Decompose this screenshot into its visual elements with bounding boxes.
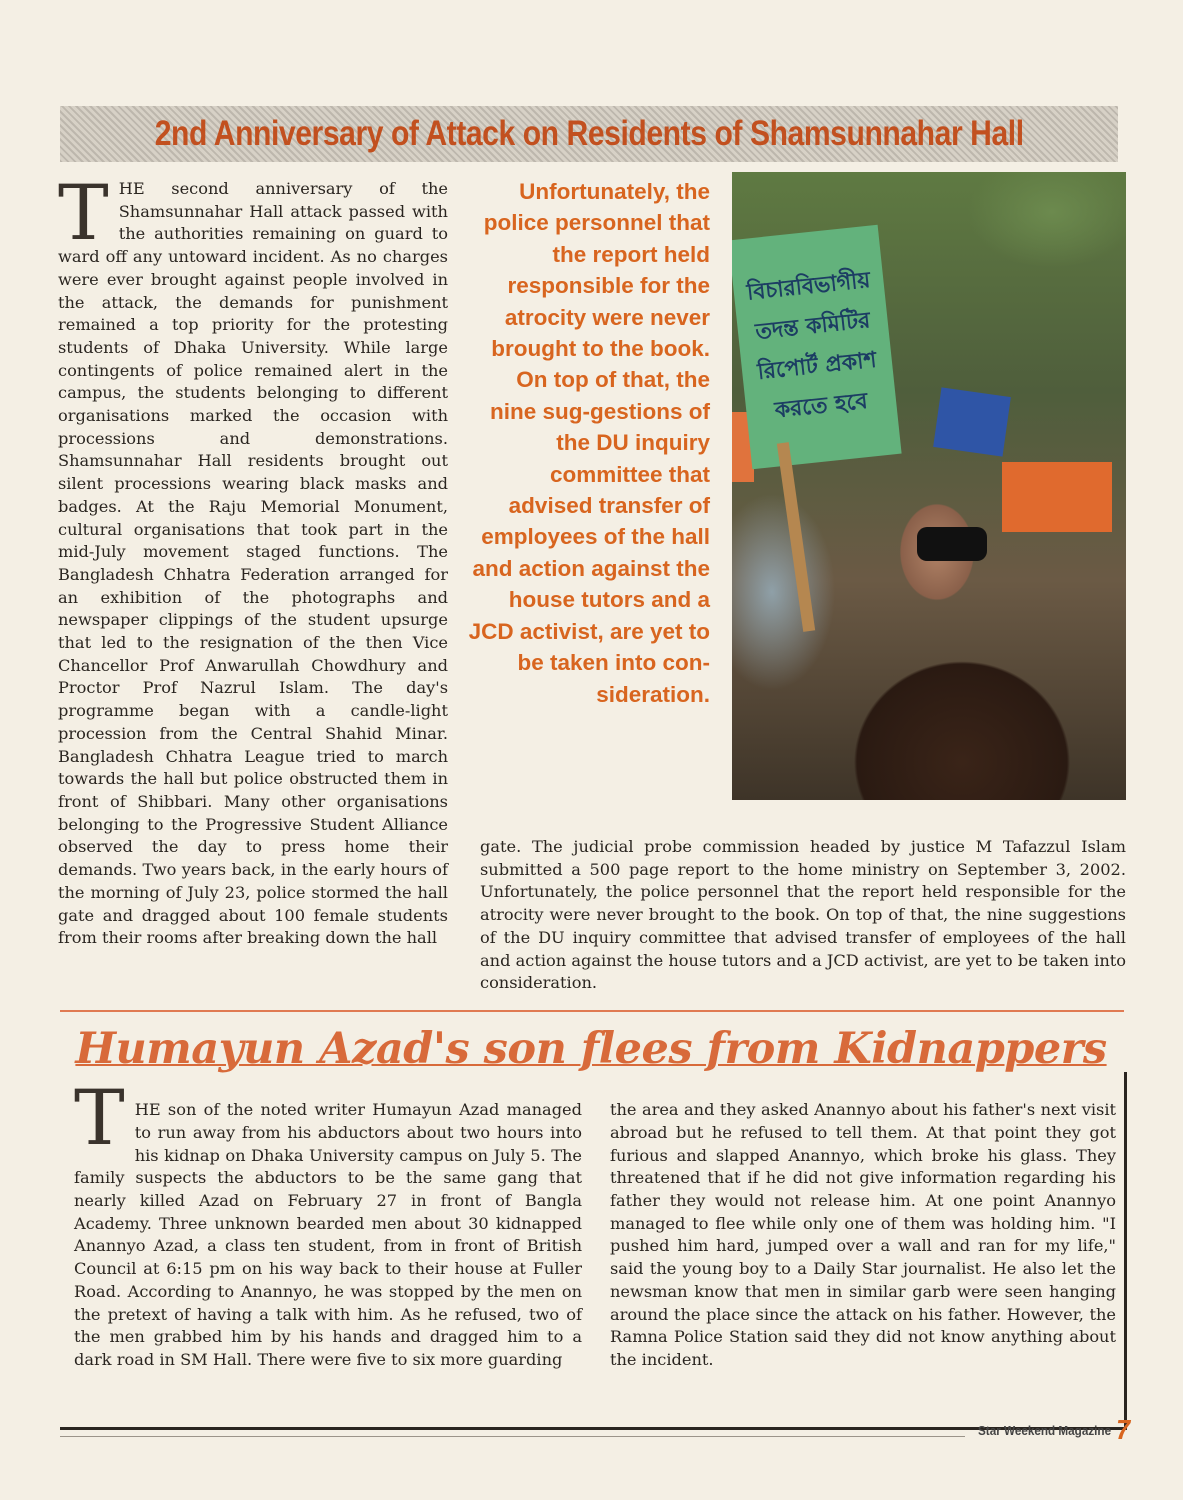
story1-body-bottom <box>480 836 1126 995</box>
story2-body-left-text: HE son of the noted writer Humayun Azad managed to run away from his abductors about two hours into his kidnap on Dhaka University campus on July 5. The family suspects the abductors to be the same gang that nearly killed Azad on February 27 in front of Bangla Academy. Three unknown bearded men about 30 kidnapped Anannyo Azad, a class ten student, from in front of British Council at 6:15 pm on his way back to their house at Fuller Road. According to Anannyo, he was stopped by the men on the pretext of having a talk with him. As he refused, two of the men grabbed him by his hands and dragged him to a dark road in SM Hall. There were five to six more guarding <box>74 1100 582 1369</box>
story1-body-left <box>58 168 448 950</box>
footer-rule <box>60 1436 965 1437</box>
story2-body-right <box>610 1083 1116 1388</box>
story2-headline: Humayun Azad's son flees from Kidnappers <box>75 1024 1107 1074</box>
story2-body-right-text: the area and they asked Anannyo about his father's next visit abroad but he refused to tell them. At that point they got furious and slapped Anannyo, which broke his glass. They threatened that if he did not give information regarding his father they would not release him. At one point Anannyo managed to flee while only one of them was holding him. "I pushed him hard, jumped over a wall and ran for my life," said the young boy to a Daily Star journalist. He also let the newsman know that men in similar garb were seen hanging around the place since the attack on his father. However, the Ramna Police Station said they did not know anything about the incident. <box>610 1100 1116 1369</box>
photo-placard-stick <box>777 442 815 632</box>
footer-page-number: 7 <box>1116 1414 1131 1445</box>
story1-pull-quote: Unfortunately, the police personnel that the report held responsible for the atrocity were never brought to the book. On top of that, the nine sug-gestions of the DU inquiry committee that advised transfer of employees of the hall and action against the house tutors and a JCD activist, are yet to be taken into con-sideration. <box>468 179 710 707</box>
story2-dropcap: T <box>74 1073 125 1162</box>
story2-body-left <box>74 1073 582 1388</box>
section-divider <box>60 1010 1124 1012</box>
story1-dropcap: T <box>58 168 109 257</box>
story1-headline: 2nd Anniversary of Attack on Residents of Shamsunnahar Hall <box>154 114 1024 153</box>
photo-placard-text: বিচারবিভাগীয় তদন্ত কমিটির রিপোর্ট প্রকাশ করতে হবে <box>745 267 878 424</box>
photo-masked-protester <box>842 472 1126 800</box>
story1-body-bottom-text: gate. The judicial probe commission headed by justice M Tafazzul Islam submitted a 500 page report to the home ministry on September 3, 2002. Unfortunately, the police personnel that the report held responsible for the atrocity were never brought to the book. On top of that, the nine suggestions of the DU inquiry committee that advised transfer of employees of the hall and action against the house tutors and a JCD activist, are yet to be taken into consideration. <box>480 837 1126 993</box>
photo-black-mask <box>917 527 987 561</box>
photo-blue-placard <box>933 387 1011 456</box>
story1-headline-band <box>60 106 1118 162</box>
protest-photo <box>732 172 1126 800</box>
page-footer <box>978 1414 1131 1446</box>
photo-green-placard <box>732 225 902 469</box>
story2-headline-wrap <box>60 1024 1122 1074</box>
story1-body-left-text: HE second anniversary of the Shamsunnahar Hall attack passed with the authorities remaining on guard to ward off any untoward incident. As no charges were ever brought against people involved in the attack, the demands for punishment remained a top priority for the protesting students of Dhaka University. While large contingents of police remained alert in the campus, the students belonging to different organisations marked the occasion with processions and demonstrations. Shamsunnahar Hall residents brought out silent processions wearing black masks and badges. At the Raju Memorial Monument, cultural organisations that took part in the mid-July movement staged functions. The Bangladesh Chhatra Federation arranged for an exhibition of the photographs and newspaper clippings of the student upsurge that led to the resignation of the then Vice Chancellor Prof Anwarullah Chowdhury and Proctor Prof Nazrul Islam. The day's programme began with a candle-light procession from the Central Shahid Minar. Bangladesh Chhatra League tried to march towards the hall but police obstructed them in front of Shibbari. Many other organisations belonging to the Progressive Student Alliance observed the day to press home their demands. Two years back, in the early hours of the morning of July 23, police stormed the hall gate and dragged about 100 female students from their rooms after breaking down the hall <box>58 179 448 948</box>
footer-magazine-name: Star Weekend Magazine <box>978 1423 1112 1438</box>
